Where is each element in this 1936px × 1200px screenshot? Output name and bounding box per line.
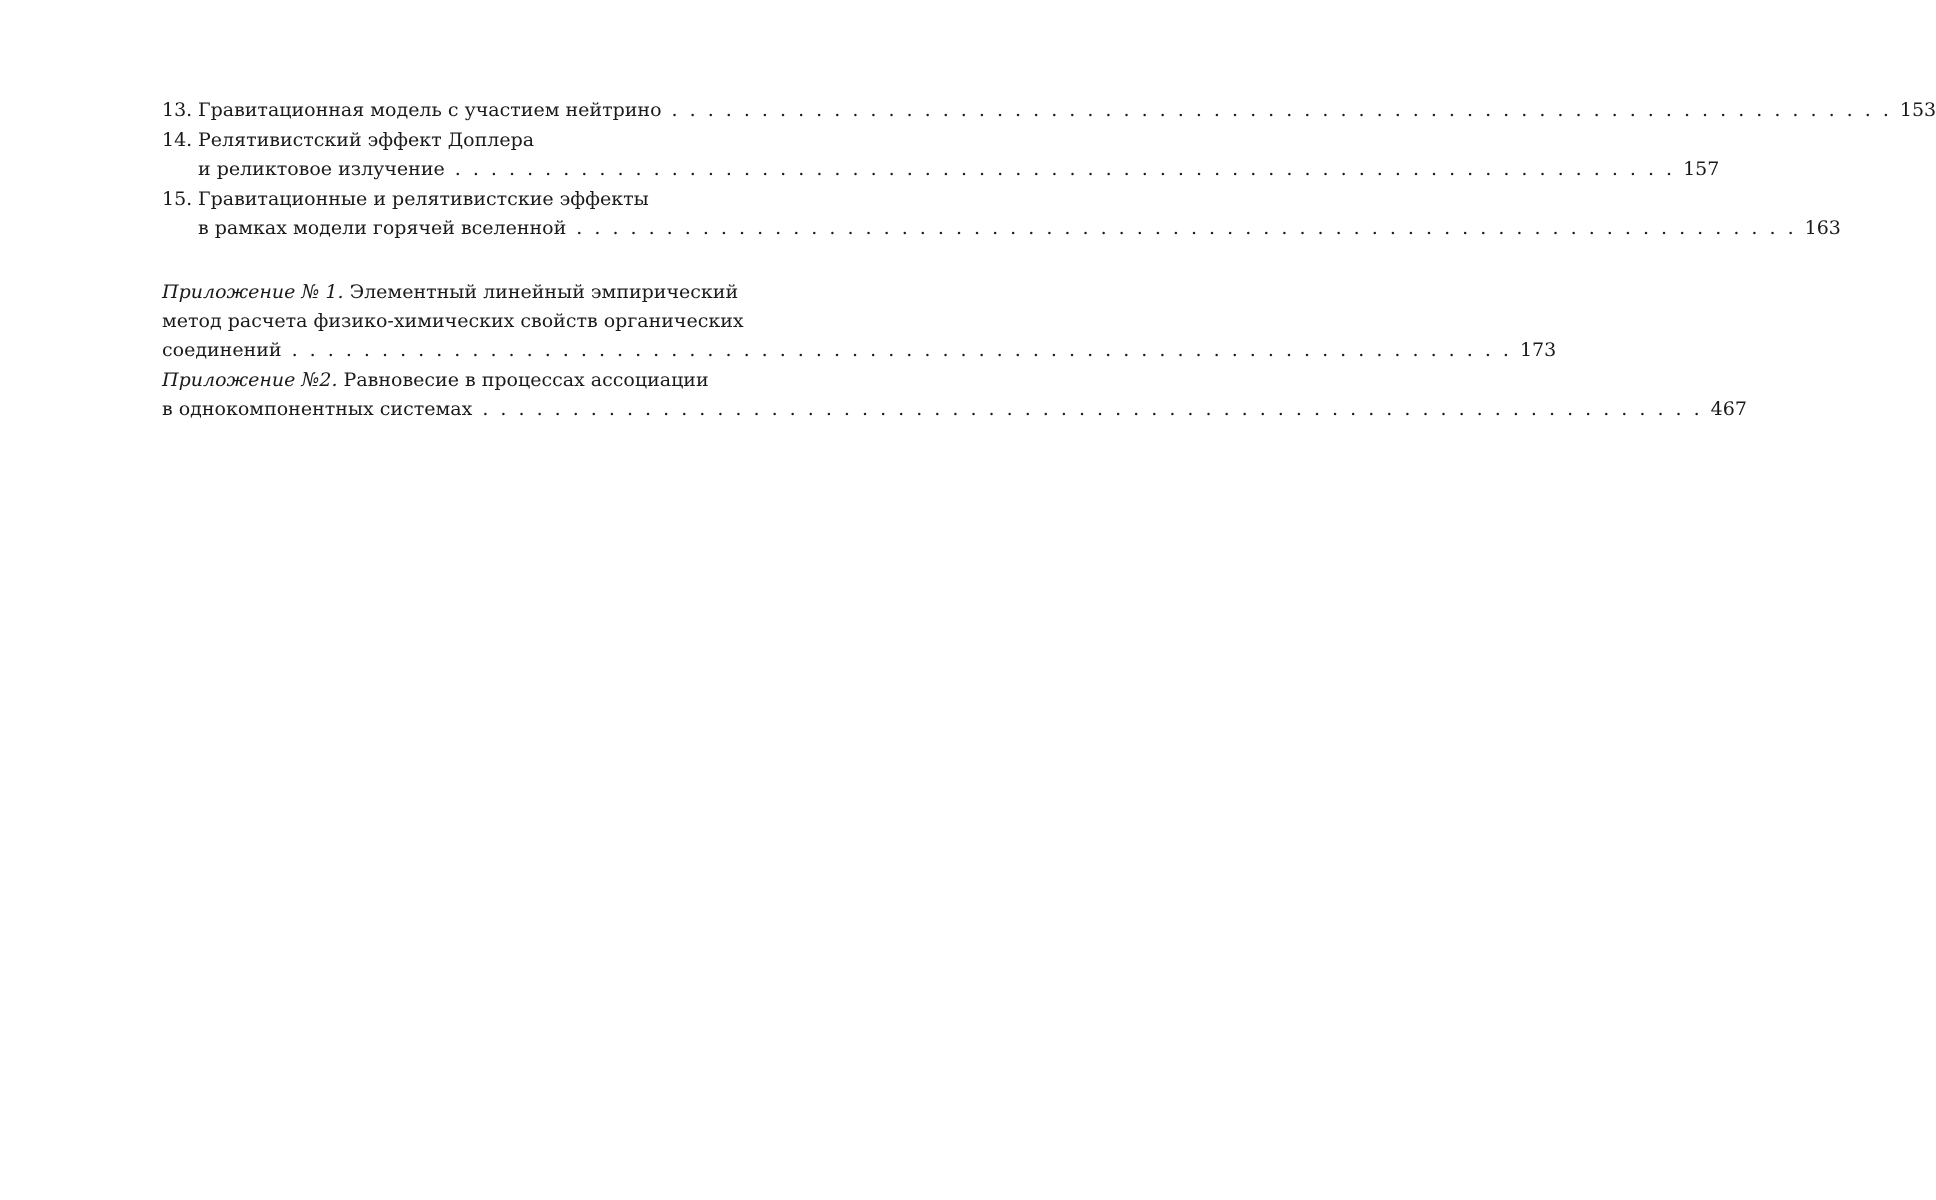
- page-number: 157: [1683, 158, 1720, 180]
- dot-leader: . . . . . . . . . . . . . . . . . . . . . . . . . . . . . . . . . . . . . . . . . . . . . . . . . . . . . . . . . . . . . . . . . . . .: [291, 339, 1512, 361]
- chapter-number: 15.: [162, 188, 193, 210]
- page-number: 173: [1519, 339, 1557, 361]
- toc-line: [162, 278, 768, 307]
- dot-leader: . . . . . . . . . . . . . . . . . . . . . . . . . . . . . . . . . . . . . . . . . . . . . . . . . . . . . . . . . . . . . . . . . . . .: [671, 99, 1892, 121]
- toc-entry-appendix-2[interactable]: [162, 366, 1747, 424]
- toc-line: [162, 126, 768, 155]
- table-of-contents: [162, 96, 1936, 425]
- chapter-title: Гравитационная модель с участием нейтрино: [198, 99, 662, 121]
- chapter-title: Релятивистский эффект Доплера: [198, 129, 535, 151]
- appendix-title-continued: метод расчета физико-химических свойств органических: [162, 310, 744, 332]
- appendix-title-continued: соединений: [162, 339, 282, 361]
- appendix-label: Приложение №2.: [162, 369, 338, 391]
- appendix-title-continued: в однокомпонентных системах: [162, 398, 473, 420]
- chapter-title-continued: и реликтовое излучение: [198, 158, 445, 180]
- chapter-title: Гравитационные и релятивистские эффекты: [198, 188, 649, 210]
- toc-line: [162, 395, 1747, 424]
- toc-line: [162, 214, 1841, 243]
- appendix-title: Равновесие в процессах ассоциации: [337, 369, 709, 391]
- dot-leader: . . . . . . . . . . . . . . . . . . . . . . . . . . . . . . . . . . . . . . . . . . . . . . . . . . . . . . . . . . . . . . . . . . . .: [576, 217, 1797, 239]
- toc-entry-chapter-14[interactable]: [162, 126, 1720, 184]
- appendix-label: Приложение № 1.: [162, 281, 344, 303]
- chapter-number: 13.: [162, 99, 193, 121]
- dot-leader: . . . . . . . . . . . . . . . . . . . . . . . . . . . . . . . . . . . . . . . . . . . . . . . . . . . . . . . . . . . . . . . . . . . .: [454, 158, 1676, 180]
- toc-line: [162, 185, 768, 214]
- section-spacer: [162, 244, 768, 278]
- toc-entry-chapter-15[interactable]: [162, 185, 1841, 243]
- toc-line: [162, 336, 1557, 365]
- chapter-number: 14.: [162, 129, 193, 151]
- toc-line: [162, 96, 1936, 125]
- appendix-title: Элементный линейный эмпирический: [343, 281, 739, 303]
- toc-line: [162, 366, 768, 395]
- toc-entry-chapter-13[interactable]: [162, 96, 1936, 125]
- toc-entry-appendix-1[interactable]: [162, 278, 1557, 365]
- page-number: 163: [1804, 217, 1841, 239]
- chapter-title-continued: в рамках модели горячей вселенной: [198, 217, 567, 239]
- page-number: 467: [1710, 398, 1747, 420]
- toc-line: [162, 155, 1720, 184]
- page-number: 153: [1899, 99, 1936, 121]
- toc-line: [162, 307, 768, 336]
- dot-leader: . . . . . . . . . . . . . . . . . . . . . . . . . . . . . . . . . . . . . . . . . . . . . . . . . . . . . . . . . . . . . . . . . . . .: [482, 398, 1703, 420]
